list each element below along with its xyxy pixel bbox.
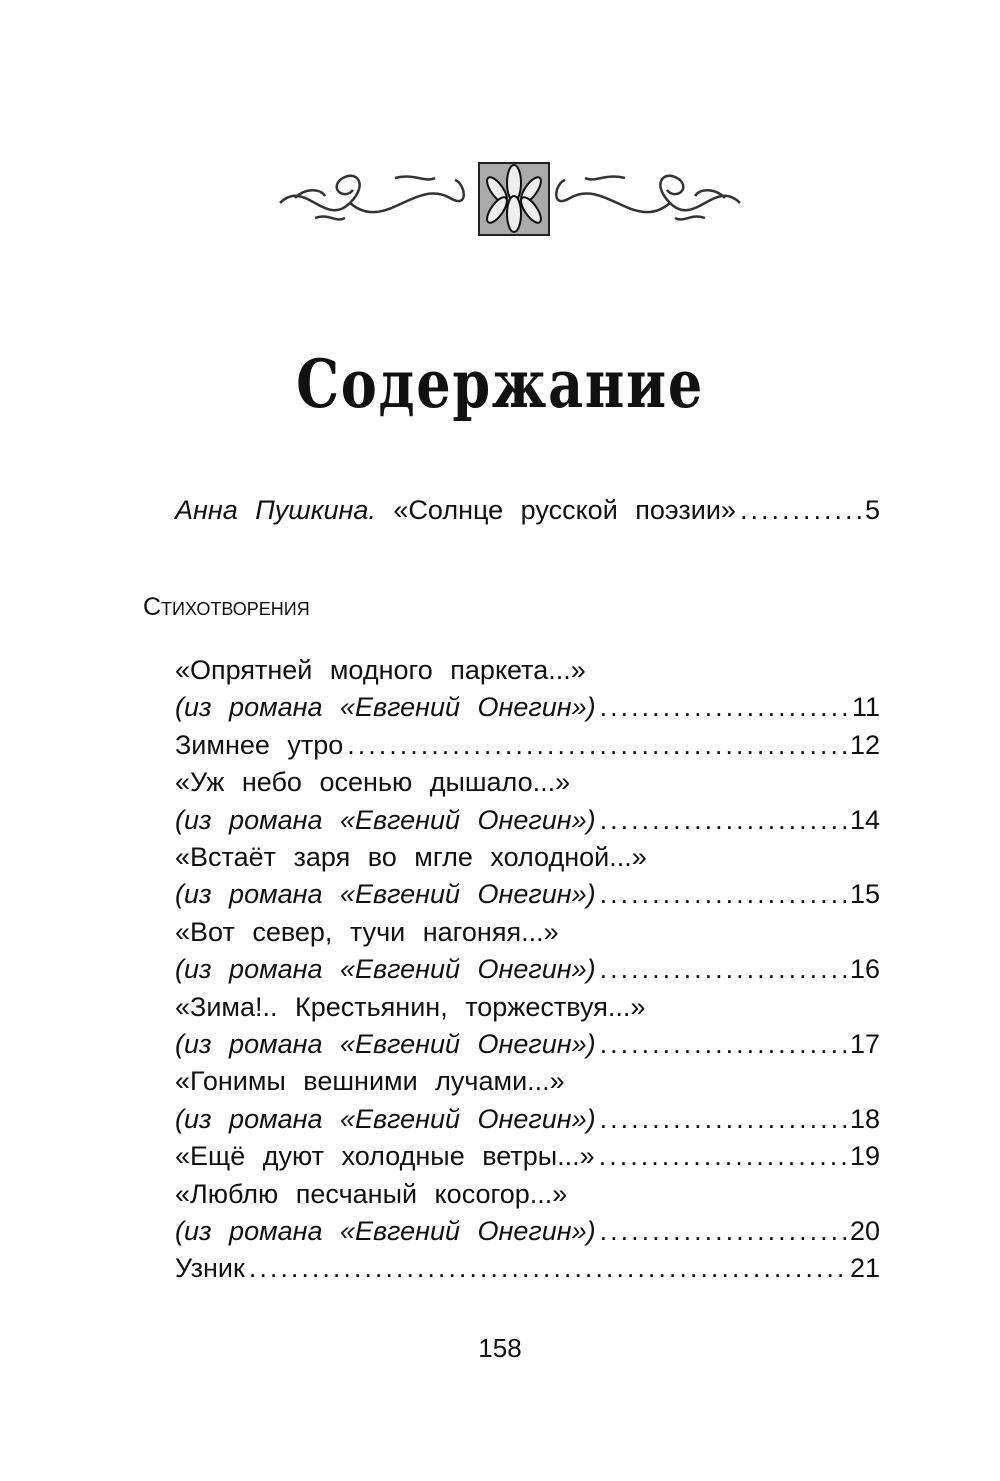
dot-leader bbox=[347, 730, 846, 761]
toc-entry-title[interactable] bbox=[175, 655, 880, 692]
dot-leader bbox=[249, 1253, 846, 1284]
entry-text: (из романа «Евгений Онегин») bbox=[175, 879, 596, 910]
intro-title: «Солнце русской поэзии» bbox=[393, 495, 736, 525]
intro-author: Анна Пушкина. bbox=[175, 495, 376, 525]
entry-title: «Опрятней модного паркета...» bbox=[175, 655, 586, 685]
page-number: 12 bbox=[849, 729, 880, 760]
entry-title: «Зима!.. Крестьянин, торжествуя...» bbox=[175, 991, 646, 1022]
entry-text: (из романа «Евгений Онегин») bbox=[175, 692, 596, 723]
toc-entry[interactable] bbox=[175, 954, 880, 991]
dot-leader bbox=[600, 879, 846, 910]
entry-text: (из романа «Евгений Онегин») bbox=[175, 1029, 596, 1059]
entry-text: (из романа «Евгений Онегин») bbox=[175, 954, 596, 985]
page-number: 17 bbox=[849, 1029, 880, 1059]
folio-page-number: 158 bbox=[478, 1333, 522, 1363]
page-number: 19 bbox=[849, 1141, 880, 1172]
page-number: 14 bbox=[849, 804, 880, 835]
entry-text: Узник bbox=[175, 1253, 245, 1284]
dot-leader bbox=[600, 1029, 846, 1060]
toc-entry[interactable] bbox=[175, 1104, 880, 1141]
entry-text: (из романа «Евгений Онегин») bbox=[175, 1103, 596, 1134]
entry-text: Зимнее утро bbox=[175, 729, 344, 760]
section-heading: Стихотворения bbox=[143, 593, 310, 621]
page-number: 15 bbox=[849, 879, 880, 910]
toc-entry[interactable] bbox=[175, 1253, 880, 1290]
toc-entry[interactable] bbox=[175, 1216, 880, 1253]
toc-entry[interactable] bbox=[175, 1029, 880, 1066]
toc-entry-title[interactable] bbox=[175, 1066, 880, 1103]
entry-title: «Люблю песчаный косогор...» bbox=[175, 1178, 568, 1209]
entry-title: «Вот север, тучи нагоняя...» bbox=[175, 916, 559, 947]
decorative-ornament bbox=[275, 158, 745, 240]
entry-title: «Уж небо осенью дышало...» bbox=[175, 767, 571, 798]
entry-title: «Гонимы вешними лучами...» bbox=[175, 1066, 565, 1097]
entry-text: (из романа «Евгений Онегин») bbox=[175, 804, 596, 835]
toc-entry[interactable] bbox=[175, 879, 880, 916]
entry-text: (из романа «Евгений Онегин») bbox=[175, 1216, 596, 1246]
page-number: 21 bbox=[849, 1253, 880, 1284]
dot-leader bbox=[600, 1104, 846, 1135]
toc-entry-title[interactable] bbox=[175, 842, 880, 879]
dot-leader bbox=[740, 495, 861, 526]
dot-leader bbox=[600, 1216, 846, 1247]
page-number: 16 bbox=[849, 954, 880, 985]
dot-leader bbox=[600, 954, 846, 985]
entry-text: «Ещё дуют холодные ветры...» bbox=[175, 1141, 595, 1172]
page-number: 18 bbox=[849, 1103, 880, 1134]
page-number: 20 bbox=[849, 1216, 880, 1246]
toc-entry[interactable] bbox=[175, 1141, 880, 1178]
dot-leader bbox=[599, 1141, 846, 1172]
dot-leader bbox=[600, 805, 846, 836]
toc-entry[interactable] bbox=[175, 805, 880, 842]
page-number: 11 bbox=[851, 692, 880, 723]
toc-entry-title[interactable] bbox=[175, 767, 880, 804]
page-number: 5 bbox=[864, 495, 880, 525]
entry-title: «Встаёт заря во мгле холодной...» bbox=[175, 842, 647, 872]
toc-entry-title[interactable] bbox=[175, 1179, 880, 1216]
toc-entry-title[interactable] bbox=[175, 917, 880, 954]
toc-entry-title[interactable] bbox=[175, 992, 880, 1029]
toc-entry[interactable] bbox=[175, 730, 880, 767]
page-title: Содержание bbox=[296, 345, 704, 423]
toc-entry[interactable] bbox=[175, 692, 880, 729]
dot-leader bbox=[600, 692, 848, 723]
toc-entry-intro[interactable] bbox=[175, 495, 880, 532]
